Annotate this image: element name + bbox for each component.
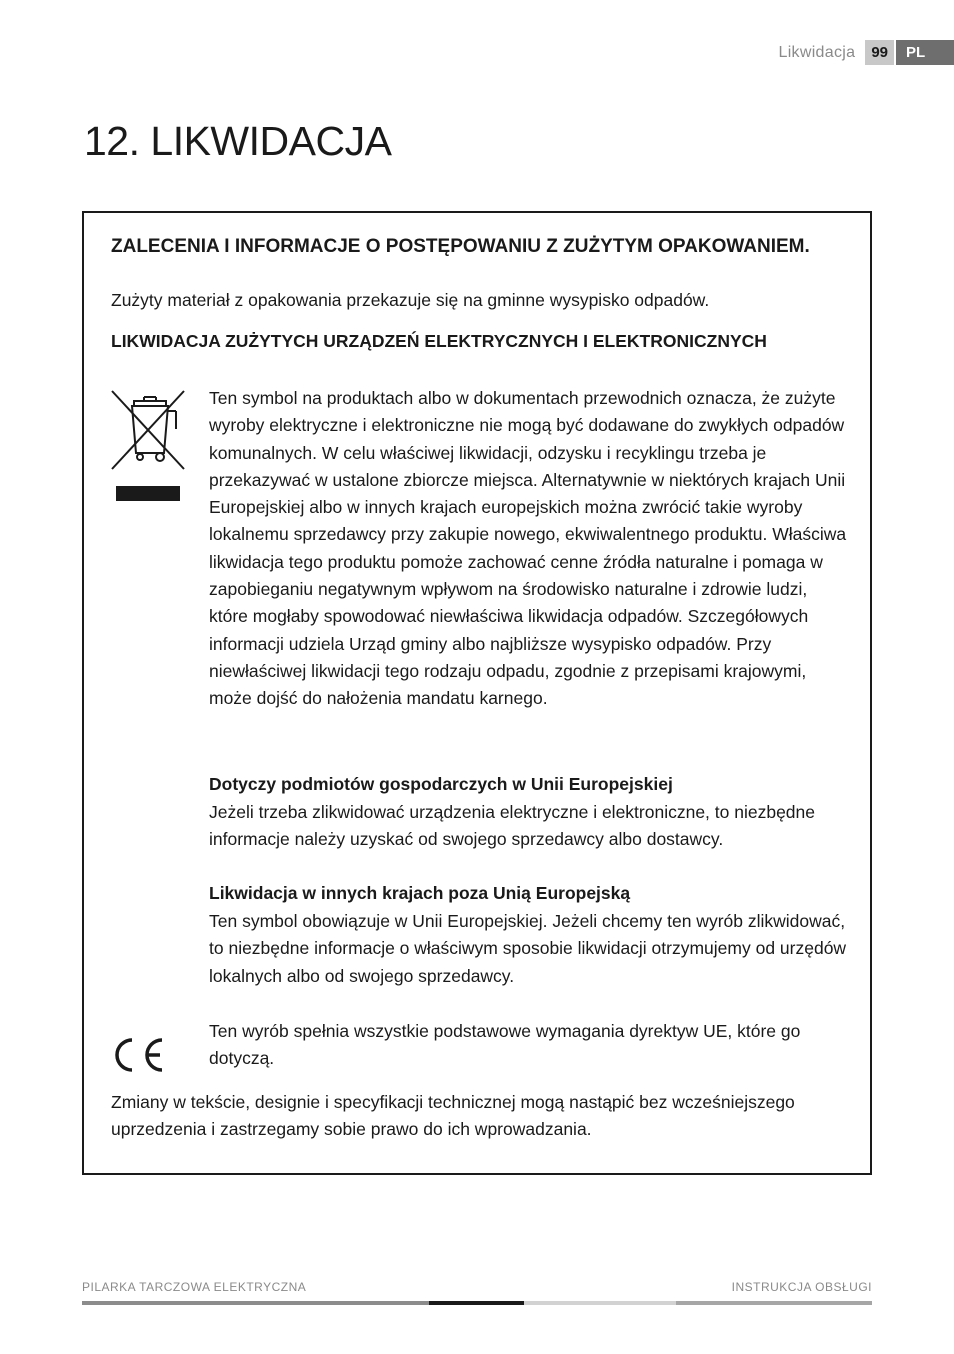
language-tab: PL [896,40,954,65]
disposal-info-box [82,211,872,1175]
header-section-title: Likwidacja [778,43,856,61]
page-header [779,40,954,65]
packaging-heading: ZALECENIA I INFORMACJE O POSTĘPOWANIU Z ZUŻYTYM OPAKOWANIEM. [111,236,810,257]
eu-business-heading: Dotyczy podmiotów gospodarczych w Unii Europejskiej [209,774,673,794]
crossed-out-bin-icon [110,389,190,507]
footer-product-name: PILARKA TARCZOWA ELEKTRYCZNA [82,1280,307,1294]
packaging-text: Zużyty materiał z opakowania przekazuje się na gminne wysypisko odpadów. [111,290,710,310]
page-title: 12. LIKWIDACJA [84,118,392,164]
weee-text: Ten symbol na produktach albo w dokumentach przewodnich oznacza, że zużyte wyroby elektryczne i elektroniczne nie mogą być dodawane do zwykłych odpadów komunalnych. W celu właściwej likwidacji, odzysku i recyklingu trzeba je przekazywać w ustalone zbiorcze miejsca. Alternatywnie w niektórych krajach Unii Europejskiej albo w innych krajach europejskich można zwrócić takie wyroby lokalnemu sprzedawcy przy zakupie nowego, ekwiwalentnego produktu. Właściwa likwidacja tego produktu pomoże zachować cenne źródła naturalne i pomaga w zapobieganiu negatywnym wpływom na środowisko naturalne i zdrowie ludzi, które mogłaby spowodować niewłaściwa likwidacja odpadów. Szczegółowych informacji udziela Urząd gminy albo najbliższe wysypisko odpadów. Przy niewłaściwej likwidacji tego rodzaju odpadu, zgodnie z przepisami krajowymi, może dojść do nałożenia mandatu karnego. [209,388,847,709]
eu-business-text: Jeżeli trzeba zlikwidować urządzenia elektryczne i elektroniczne, to niezbędne informacje należy uzyskać od swojego sprzedawcy albo dostawcy. [209,802,816,850]
page-number: 99 [865,40,894,65]
weee-heading: LIKWIDACJA ZUŻYTYCH URZĄDZEŃ ELEKTRYCZNYCH I ELEKTRONICZNYCH [111,331,767,351]
footer-manual-title: INSTRUKCJA OBSŁUGI [731,1280,872,1294]
non-eu-text: Ten symbol obowiązuje w Unii Europejskiej. Jeżeli chcemy ten wyrób zlikwidować, to niezbędne informacje o właściwym sposobie likwidacji otrzymujemy od urzędów lokalnych albo od swojego sprzedawcy. [209,911,847,986]
changes-notice: Zmiany w tekście, designie i specyfikacji technicznej mogą nastąpić bez wcześniejszego uprzedzenia i zastrzegamy sobie prawo do ich wprowadzania. [111,1092,795,1140]
non-eu-heading: Likwidacja w innych krajach poza Unią Europejską [209,883,631,903]
ce-text: Ten wyrób spełnia wszystkie podstawowe wymagania dyrektyw UE, które go dotyczą. [209,1021,801,1069]
ce-mark-icon [110,1036,168,1074]
footer-divider [82,1301,872,1305]
